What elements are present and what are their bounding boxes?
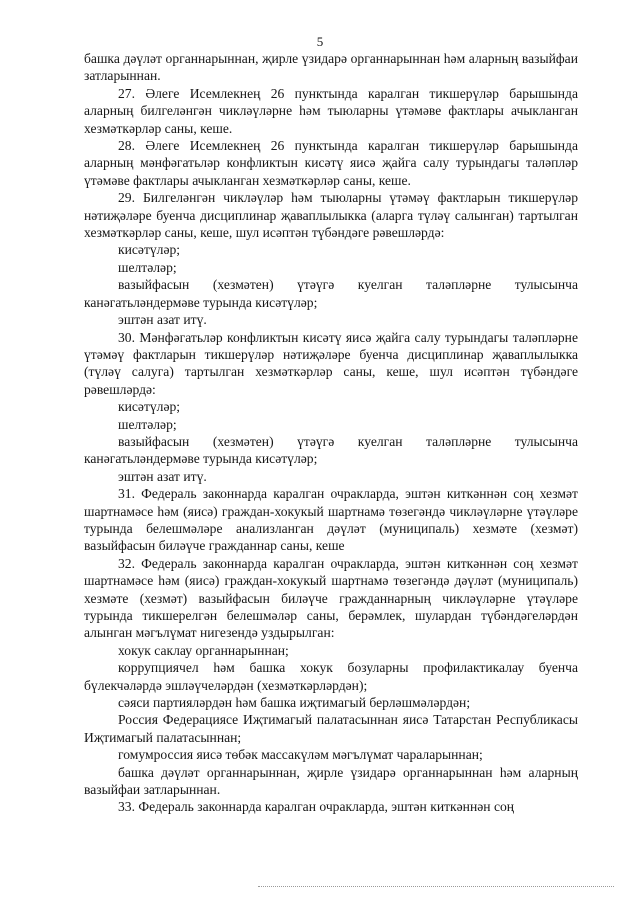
- paragraph: эштән азат итү.: [118, 312, 207, 328]
- page-number: 5: [316, 34, 324, 49]
- paragraph: башка дәүләт органнарыннан, җирле үзидарә органнарыннан һәм аларның вазыйфаи затларыннан.: [84, 764, 578, 798]
- paragraph: 27. Әлеге Исемлекнең 26 пунктында каралган тикшерүләр барышында аларның билгеләнгән чикләүләрне һәм тыюларны үтәмәве фактлары ачыкланган хезмәткәрләр саны, кеше.: [84, 85, 578, 136]
- paragraph: шелтәләр;: [118, 416, 177, 432]
- paragraph: 31. Федераль законнарда каралган очракларда, эштән киткәннән соң хезмәт шартнамәсе һәм (яисә) граждан-хокукый шартнамә төзегәндә чикләүләрне үтәүләре турында белешмәләре анализланган дәүләт (муниципаль) хезмәте (хезмәт) вазыйфасын биләүче гражданнар саны, кеше: [84, 486, 578, 554]
- document-body: [84, 50, 578, 816]
- footer-rule: [258, 886, 614, 887]
- paragraph: кисәтүләр;: [118, 399, 181, 415]
- paragraph: шелтәләр;: [118, 259, 177, 275]
- paragraph: эштән азат итү.: [118, 468, 207, 484]
- paragraph: 32. Федераль законнарда каралган очракларда, эштән киткәннән соң хезмәт шартнамәсе һәм (яисә) граждан-хокукый шартнамә төзегәндә дәүләт (муниципаль) хезмәте (хезмәт) вазыйфасын биләүче гражданнарның чикләүләрне үтәүләре турында тикшерелгән белешмәләр саны, берәмлек, шулардан түбәндәгеләрдән алынган мәгълүмат нигезендә уздырылган:: [84, 555, 578, 641]
- paragraph: кисәтүләр;: [118, 242, 181, 258]
- paragraph: коррупциячел һәм башка хокук бозуларны профилактикалау буенча бүлекчәләрдә эшләүчеләрдән (хезмәткәрләрдән);: [84, 660, 578, 693]
- paragraph: гомумроссия яисә төбәк массакүләм мәгълүмат чараларыннан;: [118, 747, 483, 763]
- paragraph: Россия Федерациясе Иҗтимагый палатасыннан яисә Татарстан Республикасы Иҗтимагый палатасыннан;: [84, 712, 578, 745]
- paragraph: 28. Әлеге Исемлекнең 26 пунктында каралган тикшерүләр барышында аларның мәнфәгатьләр конфликтын кисәтү яисә җайга салу турындагы таләпләр үтәмәве фактлары ачыкланган хезмәткәрләр саны, кеше.: [84, 138, 578, 188]
- paragraph: 30. Мәнфәгатьләр конфликтын кисәтү яисә җайга салу турындагы таләпләрне үтәмәү фактларын тикшерүләр нәтиҗәләре буенча дисциплинар җаваплылыкка (түләү салуга) тартылган хезмәткәрләр саны, кеше, шул исәптән түбәндәге рәвешләрдә:: [84, 329, 578, 397]
- paragraph: 33. Федераль законнарда каралган очракларда, эштән киткәннән соң: [118, 799, 515, 815]
- paragraph: вазыйфасын (хезмәтен) үтәүгә куелган таләпләрне тулысынча канәгатьләндермәве турында кисәтүләр;: [84, 433, 578, 467]
- paragraph: вазыйфасын (хезмәтен) үтәүгә куелган таләпләрне тулысынча канәгатьләндермәве турында кисәтүләр;: [84, 277, 578, 310]
- paragraph: 29. Билгеләнгән чикләүләр һәм тыюларны үтәмәү фактларын тикшерүләр нәтиҗәләре буенча дисциплинар җаваплылыкка (аларга түләү салынган) тартылган хезмәткәрләр саны, кеше, шул исәптән түбәндәге рәвешләрдә:: [84, 190, 578, 241]
- paragraph: хокук саклау органнарыннан;: [118, 642, 289, 658]
- paragraph: башка дәүләт органнарыннан, җирле үзидарә органнарыннан һәм аларның вазыйфаи затларыннан.: [84, 51, 578, 84]
- paragraph: сәяси партияләрдән һәм башка иҗтимагый берләшмәләрдән;: [118, 695, 471, 711]
